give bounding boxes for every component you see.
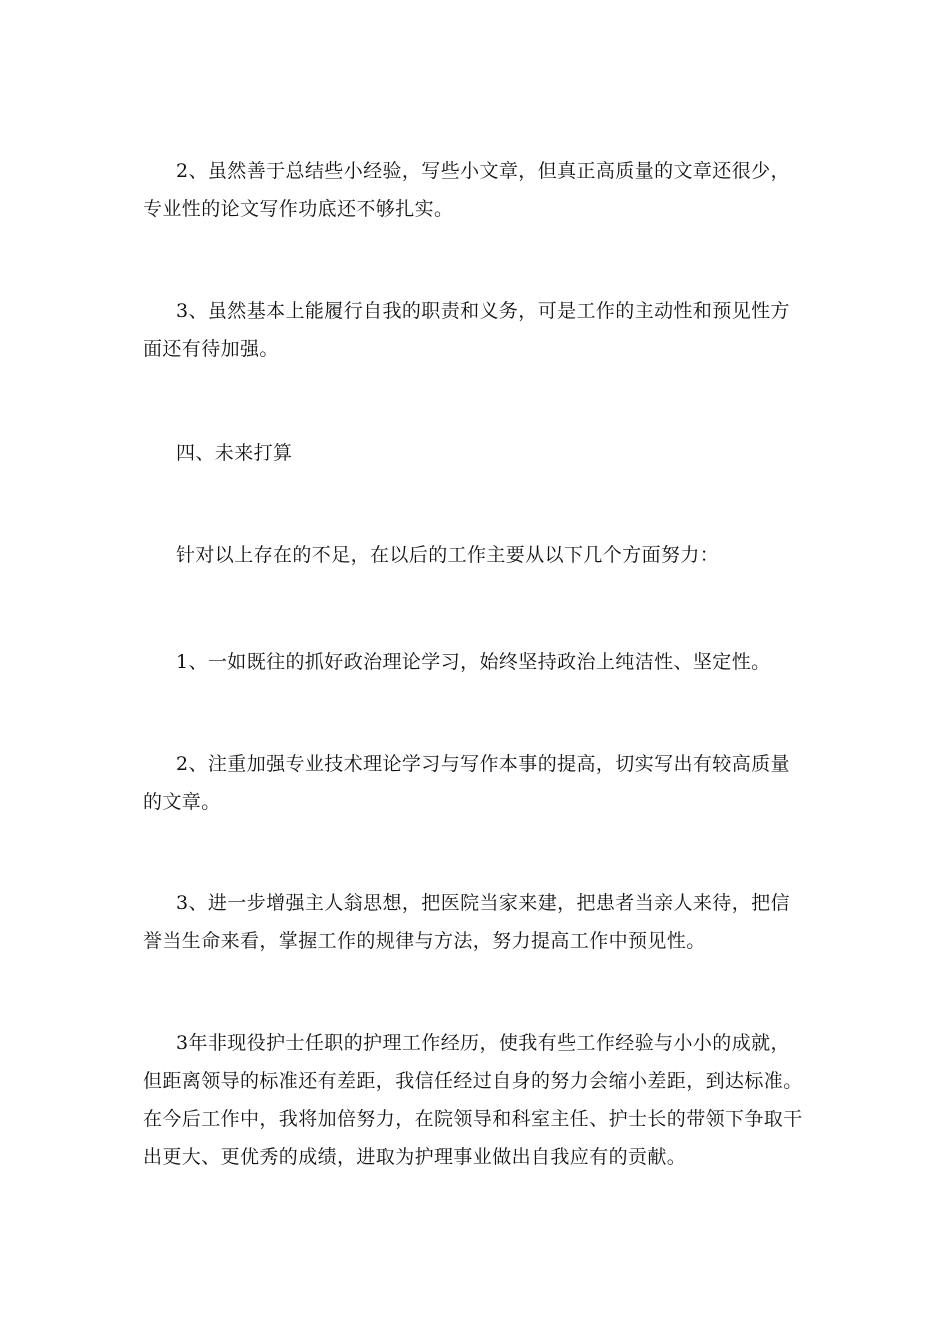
paragraph-conclusion: 3年非现役护士任职的护理工作经历，使我有些工作经验与小小的成就，但距离领导的标准还有差距，我信任经过自身的努力会缩小差距，到达标准。在今后工作中，我将加倍努力，在院领导和科室主任、护士长的带领下争取干出更大、更优秀的成绩，进取为护理事业做出自我应有的贡献。 (143, 1032, 803, 1168)
paragraph-plan-1: 1、一如既往的抓好政治理论学习，始终坚持政治上纯洁性、坚定性。 (176, 651, 771, 673)
paragraph-plan-3: 3、进一步增强主人翁思想，把医院当家来建，把患者当亲人来待，把信誉当生命来看，掌握工作的规律与方法，努力提高工作中预见性。 (143, 892, 790, 952)
paragraph-plan-intro: 针对以上存在的不足，在以后的工作主要从以下几个方面努力： (176, 544, 720, 566)
paragraph-shortcoming-3: 3、虽然基本上能履行自我的职责和义务，可是工作的主动性和预见性方面还有待加强。 (143, 300, 790, 360)
section-heading-future-plan: 四、未来打算 (176, 442, 293, 464)
paragraph-plan-2: 2、注重加强专业技术理论学习与写作本事的提高，切实写出有较高质量的文章。 (143, 753, 790, 813)
paragraph-shortcoming-2: 2、虽然善于总结些小经验，写些小文章，但真正高质量的文章还很少，专业性的论文写作功底还不够扎实。 (143, 160, 790, 220)
